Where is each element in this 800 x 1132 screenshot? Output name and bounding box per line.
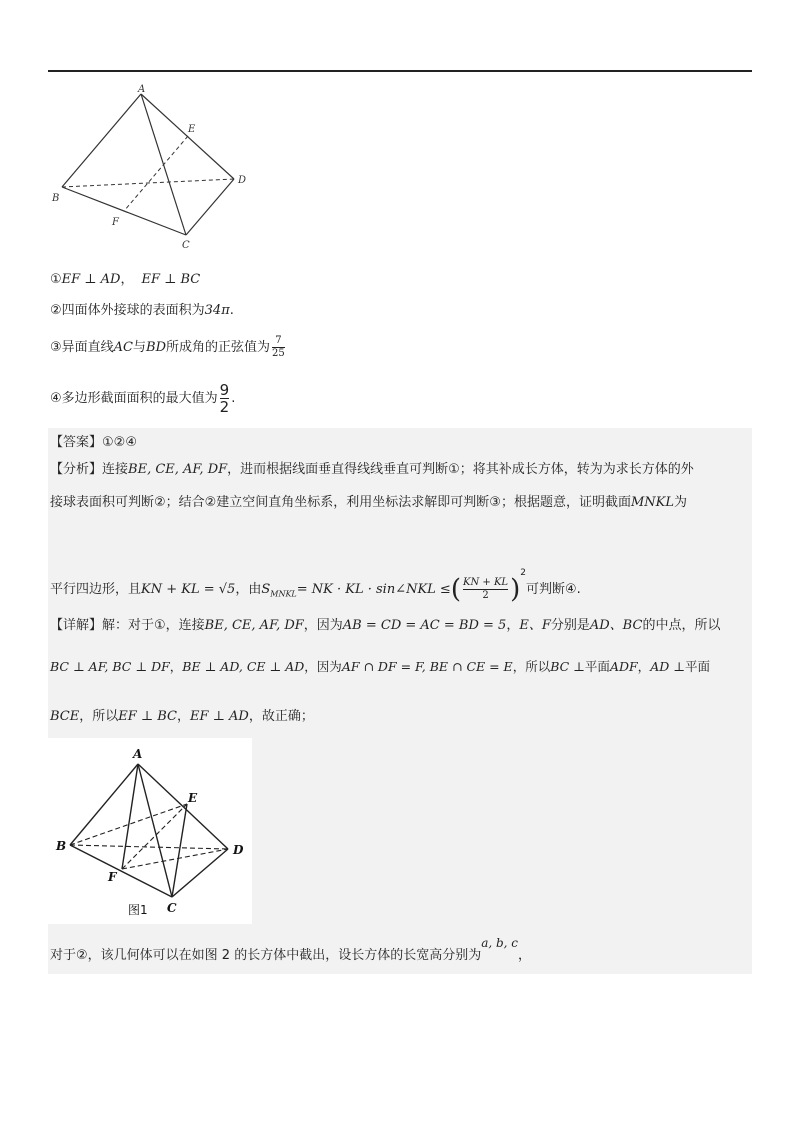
analysis-line-2 [50,494,687,512]
analysis-l3-area-subscript: MNKL [270,589,297,599]
detail-l2-math-1: BC ⊥ AF, BC ⊥ DF [50,659,170,674]
analysis-l3-exponent: 2 [520,568,526,578]
option-4-denominator: 2 [219,398,230,416]
detail-l4-math: a, b, c [481,936,519,950]
option-1-marker: ① [50,272,62,287]
detail-l1-e: 的中点，所以 [642,618,721,633]
detail-l3-b: ， [177,709,191,724]
analysis-l3-a: 平行四边形，且 [50,582,142,597]
detail-l1-d: 分别是 [550,618,590,633]
fig2-edge-ce [172,804,187,897]
label-b: B [52,193,60,204]
detail-l2-f: 平面 [684,659,710,674]
analysis-l3-fraction [463,577,508,602]
right-paren: ) [510,574,521,605]
option-3-fraction [272,335,285,360]
analysis-l1-math: BE, CE, AF, DF [128,462,228,477]
fig2-caption: 图1 [128,903,148,917]
option-3-numerator: 7 [275,335,282,346]
fig2-label-f: F [108,870,117,884]
analysis-l1-a: 连接 [102,462,129,477]
detail-l2-e: ， [637,659,651,674]
label-a: A [138,84,146,95]
option-3-mid: 与 [133,340,147,355]
detail-l4-b: ， [518,948,532,963]
tetrahedron-figure [48,82,268,252]
option-1 [50,271,200,289]
detail-l2-math-4: BC ⊥ [550,659,585,674]
detail-l3-math-2: EF ⊥ BC [118,709,177,724]
label-e: E [188,124,196,135]
analysis-label: 【分析】 [50,462,103,477]
option-4-fraction [220,382,230,415]
fig2-edge-bc [70,845,172,897]
label-c: C [182,240,190,251]
detail-line-1 [50,617,720,635]
detail-l2-c: ，所以 [512,659,551,674]
analysis-line-3 [50,556,581,612]
option-4 [50,382,235,416]
option-2-text: ②四面体外接球的表面积为 [50,303,205,318]
analysis-l3-math-1: KN + KL = √5 [141,582,236,597]
detail-l3-c: ，故正确； [248,709,314,724]
detail-l1-a: 解：对于①，连接 [102,618,205,633]
edge-cd [186,179,234,235]
detail-l1-math-1: BE, CE, AF, DF [204,618,304,633]
fig2-edge-bd-dashed [70,845,228,849]
detail-l2-math-3: AF ∩ DF = F, BE ∩ CE = E [341,659,513,674]
answer-value: ①②④ [102,435,137,450]
answer-label: 【答案】 [50,435,103,450]
option-3-text-before: ③异面直线 [50,340,114,355]
option-2-value: 34π [204,303,230,318]
detail-l2-b: ，因为 [304,659,342,674]
detail-l4-a: 对于②，该几何体可以在如图 2 的长方体中截出，设长方体的长宽高分别为 [50,948,482,963]
option-2-end: . [229,303,234,318]
option-4-end: . [231,391,236,406]
fig2-edge-cd [172,849,228,897]
option-4-numerator: 9 [219,381,230,399]
fig2-edge-ac [138,764,172,897]
option-1-sep: ， [120,272,134,287]
detail-l2-math-2: BE ⊥ AD, CE ⊥ AD [182,659,305,674]
detail-l1-b: ，因为 [303,618,343,633]
fig2-edge-ad [138,764,228,849]
fig2-label-b: B [56,839,67,853]
header-rule [48,70,752,72]
detail-l3-math-1: BCE [50,709,80,724]
edge-ab [62,94,141,187]
detail-l2-math-6: AD ⊥ [650,659,685,674]
fig2-label-e: E [188,791,198,805]
option-1-math-a: EF ⊥ AD [61,272,121,287]
option-3-text-after: 所成角的正弦值为 [166,340,271,355]
tetrahedron-figure-2 [48,738,252,924]
detail-line-2 [50,658,710,676]
analysis-l3-fraction-num: KN + KL [462,577,509,588]
option-2 [50,302,234,320]
option-4-text: ④多边形截面面积的最大值为 [50,391,218,406]
detail-l2-d: 平面 [584,659,610,674]
detail-l1-c: ， [506,618,520,633]
option-3-bd: BD [146,340,166,355]
fig2-label-d: D [233,843,244,857]
detail-l3-math-3: EF ⊥ AD [190,709,249,724]
option-1-math-b: EF ⊥ BC [141,272,201,287]
option-3-denominator: 25 [272,348,285,359]
edge-bd-dashed [62,179,234,187]
detail-l1-math-3: E、F [519,618,551,633]
analysis-line-1 [50,461,694,479]
analysis-l1-b: ，进而根据线面垂直得线线垂直可判断①；将其补成长方体，转为为求长方体的外 [227,462,694,477]
label-d: D [238,175,247,186]
detail-l2-a: ， [169,659,183,674]
detail-l1-math-2: AB = CD = AC = BD = 5 [342,618,507,633]
fig2-edge-fe-dashed [122,804,187,869]
detail-label: 【详解】 [50,618,103,633]
analysis-l3-math-3: = NK · KL · sin∠NKL ≤ [296,582,451,597]
option-3-ac: AC [113,340,133,355]
detail-line-4 [50,936,532,965]
analysis-l3-b: ，由 [235,582,262,597]
analysis-l2-a: 接球表面积可判断②；结合②建立空间直角坐标系，利用坐标法求解即可判断③；根据题意，证明截面 [50,495,631,510]
fig2-label-c: C [167,901,177,915]
fig2-edge-fd-dashed [122,849,228,869]
analysis-l3-fraction-den: 2 [463,589,508,602]
detail-l2-math-5: ADF [609,659,638,674]
fig2-label-a: A [133,747,143,761]
analysis-l2-math: MNKL [630,495,674,510]
detail-line-3 [50,708,314,726]
analysis-l3-c: 可判断④. [525,582,581,597]
left-paren: ( [450,574,461,605]
segment-ef-dashed [124,136,188,211]
detail-l3-a: ，所以 [79,709,119,724]
analysis-l3-area-symbol: S [261,582,271,597]
answer-line [50,434,137,452]
option-3 [50,333,287,363]
analysis-l2-b: 为 [674,495,688,510]
label-f: F [112,217,119,228]
detail-l1-math-4: AD、BC [589,618,643,633]
